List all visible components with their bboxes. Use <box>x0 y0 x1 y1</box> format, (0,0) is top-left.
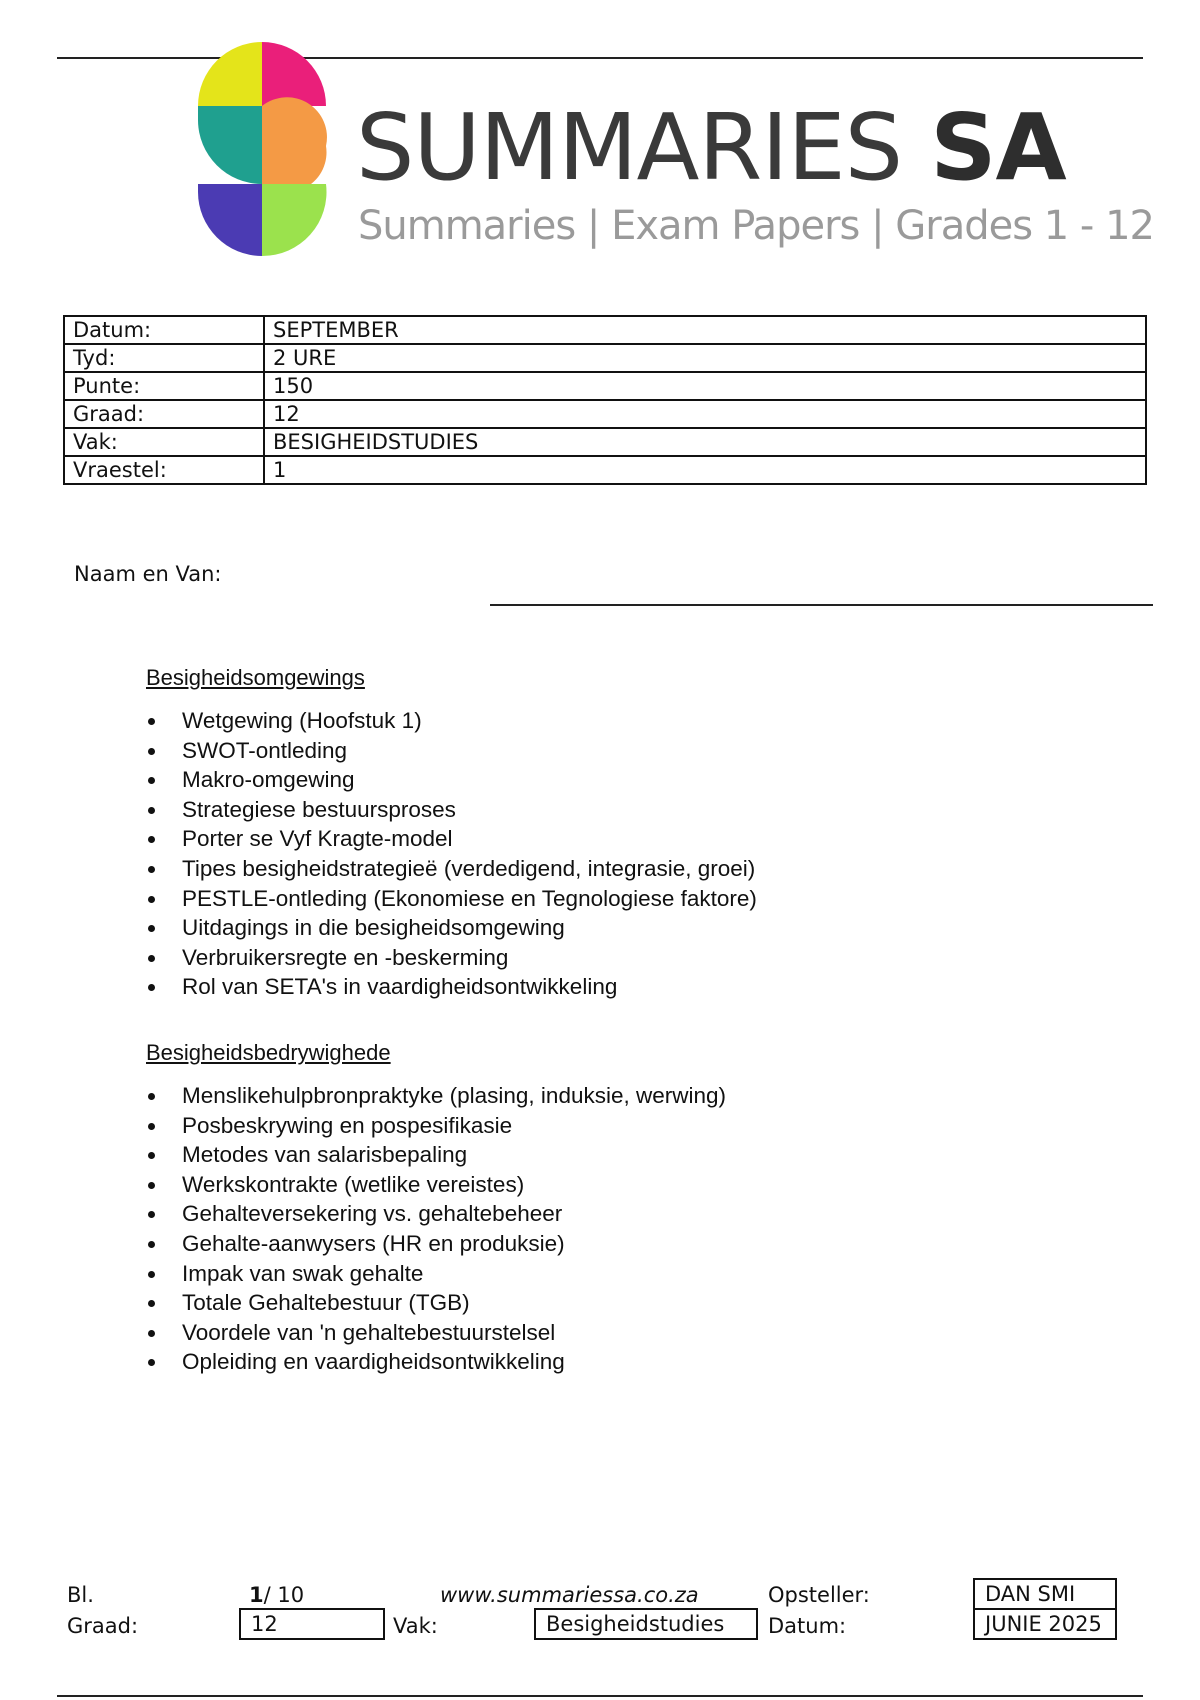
list-item: SWOT-ontleding <box>146 736 757 766</box>
list-item: Gehalteversekering vs. gehaltebeheer <box>146 1199 726 1229</box>
exam-info-table <box>63 315 1147 485</box>
info-label: Tyd: <box>64 344 264 372</box>
table-row <box>64 316 1146 344</box>
topic-list <box>146 1081 726 1377</box>
table-row <box>64 400 1146 428</box>
list-item: Rol van SETA's in vaardigheidsontwikkeling <box>146 972 757 1002</box>
page-current: 1 <box>249 1583 264 1607</box>
subject-value: Besigheidstudies <box>534 1608 758 1640</box>
info-value: 150 <box>264 372 1146 400</box>
website-link[interactable]: www.summariessa.co.za <box>440 1583 699 1607</box>
list-item: Tipes besigheidstrategieë (verdedigend, integrasie, groei) <box>146 854 757 884</box>
table-row <box>64 372 1146 400</box>
brand-name-bold: SA <box>930 94 1066 201</box>
section-title: Besigheidsbedrywighede <box>146 1040 391 1065</box>
summaries-sa-logo-icon <box>190 42 335 257</box>
date-value: JUNIE 2025 <box>973 1608 1117 1640</box>
info-label: Datum: <box>64 316 264 344</box>
section-title: Besigheidsomgewings <box>146 665 365 690</box>
page-total: / 10 <box>263 1583 305 1607</box>
info-value: 1 <box>264 456 1146 484</box>
name-label: Naam en Van: <box>74 562 222 586</box>
brand-name <box>356 94 1066 201</box>
info-value: 2 URE <box>264 344 1146 372</box>
list-item: Porter se Vyf Kragte-model <box>146 824 757 854</box>
subject-label: Vak: <box>393 1614 438 1638</box>
list-item: Strategiese bestuursproses <box>146 795 757 825</box>
list-item: Verbruikersregte en -beskerming <box>146 943 757 973</box>
info-value: SEPTEMBER <box>264 316 1146 344</box>
info-label: Punte: <box>64 372 264 400</box>
page-label: Bl. <box>67 1583 94 1607</box>
list-item: Metodes van salarisbepaling <box>146 1140 726 1170</box>
list-item: PESTLE-ontleding (Ekonomiese en Tegnologiese faktore) <box>146 884 757 914</box>
info-label: Graad: <box>64 400 264 428</box>
compiler-label: Opsteller: <box>768 1583 870 1607</box>
name-input-line[interactable] <box>490 604 1153 606</box>
list-item: Voordele van 'n gehaltebestuurstelsel <box>146 1318 726 1348</box>
brand-name-regular: SUMMARIES <box>356 94 931 201</box>
date-label: Datum: <box>768 1614 847 1638</box>
list-item: Werkskontrakte (wetlike vereistes) <box>146 1170 726 1200</box>
list-item: Opleiding en vaardigheidsontwikkeling <box>146 1347 726 1377</box>
page-number <box>249 1583 304 1607</box>
grade-value: 12 <box>239 1608 385 1640</box>
info-label: Vraestel: <box>64 456 264 484</box>
list-item: Menslikehulpbronpraktyke (plasing, induksie, werwing) <box>146 1081 726 1111</box>
list-item: Makro-omgewing <box>146 765 757 795</box>
list-item: Gehalte-aanwysers (HR en produksie) <box>146 1229 726 1259</box>
list-item: Posbeskrywing en pospesifikasie <box>146 1111 726 1141</box>
table-row <box>64 344 1146 372</box>
list-item: Wetgewing (Hoofstuk 1) <box>146 706 757 736</box>
info-value: 12 <box>264 400 1146 428</box>
list-item: Totale Gehaltebestuur (TGB) <box>146 1288 726 1318</box>
compiler-value: DAN SMI <box>973 1578 1117 1610</box>
table-row <box>64 456 1146 484</box>
list-item: Impak van swak gehalte <box>146 1259 726 1289</box>
list-item: Uitdagings in die besigheidsomgewing <box>146 913 757 943</box>
topic-list <box>146 706 757 1002</box>
bottom-rule <box>57 1695 1143 1697</box>
table-row <box>64 428 1146 456</box>
brand-tagline: Summaries | Exam Papers | Grades 1 - 12 <box>358 203 1154 249</box>
grade-label: Graad: <box>67 1614 139 1638</box>
info-value: BESIGHEIDSTUDIES <box>264 428 1146 456</box>
info-label: Vak: <box>64 428 264 456</box>
